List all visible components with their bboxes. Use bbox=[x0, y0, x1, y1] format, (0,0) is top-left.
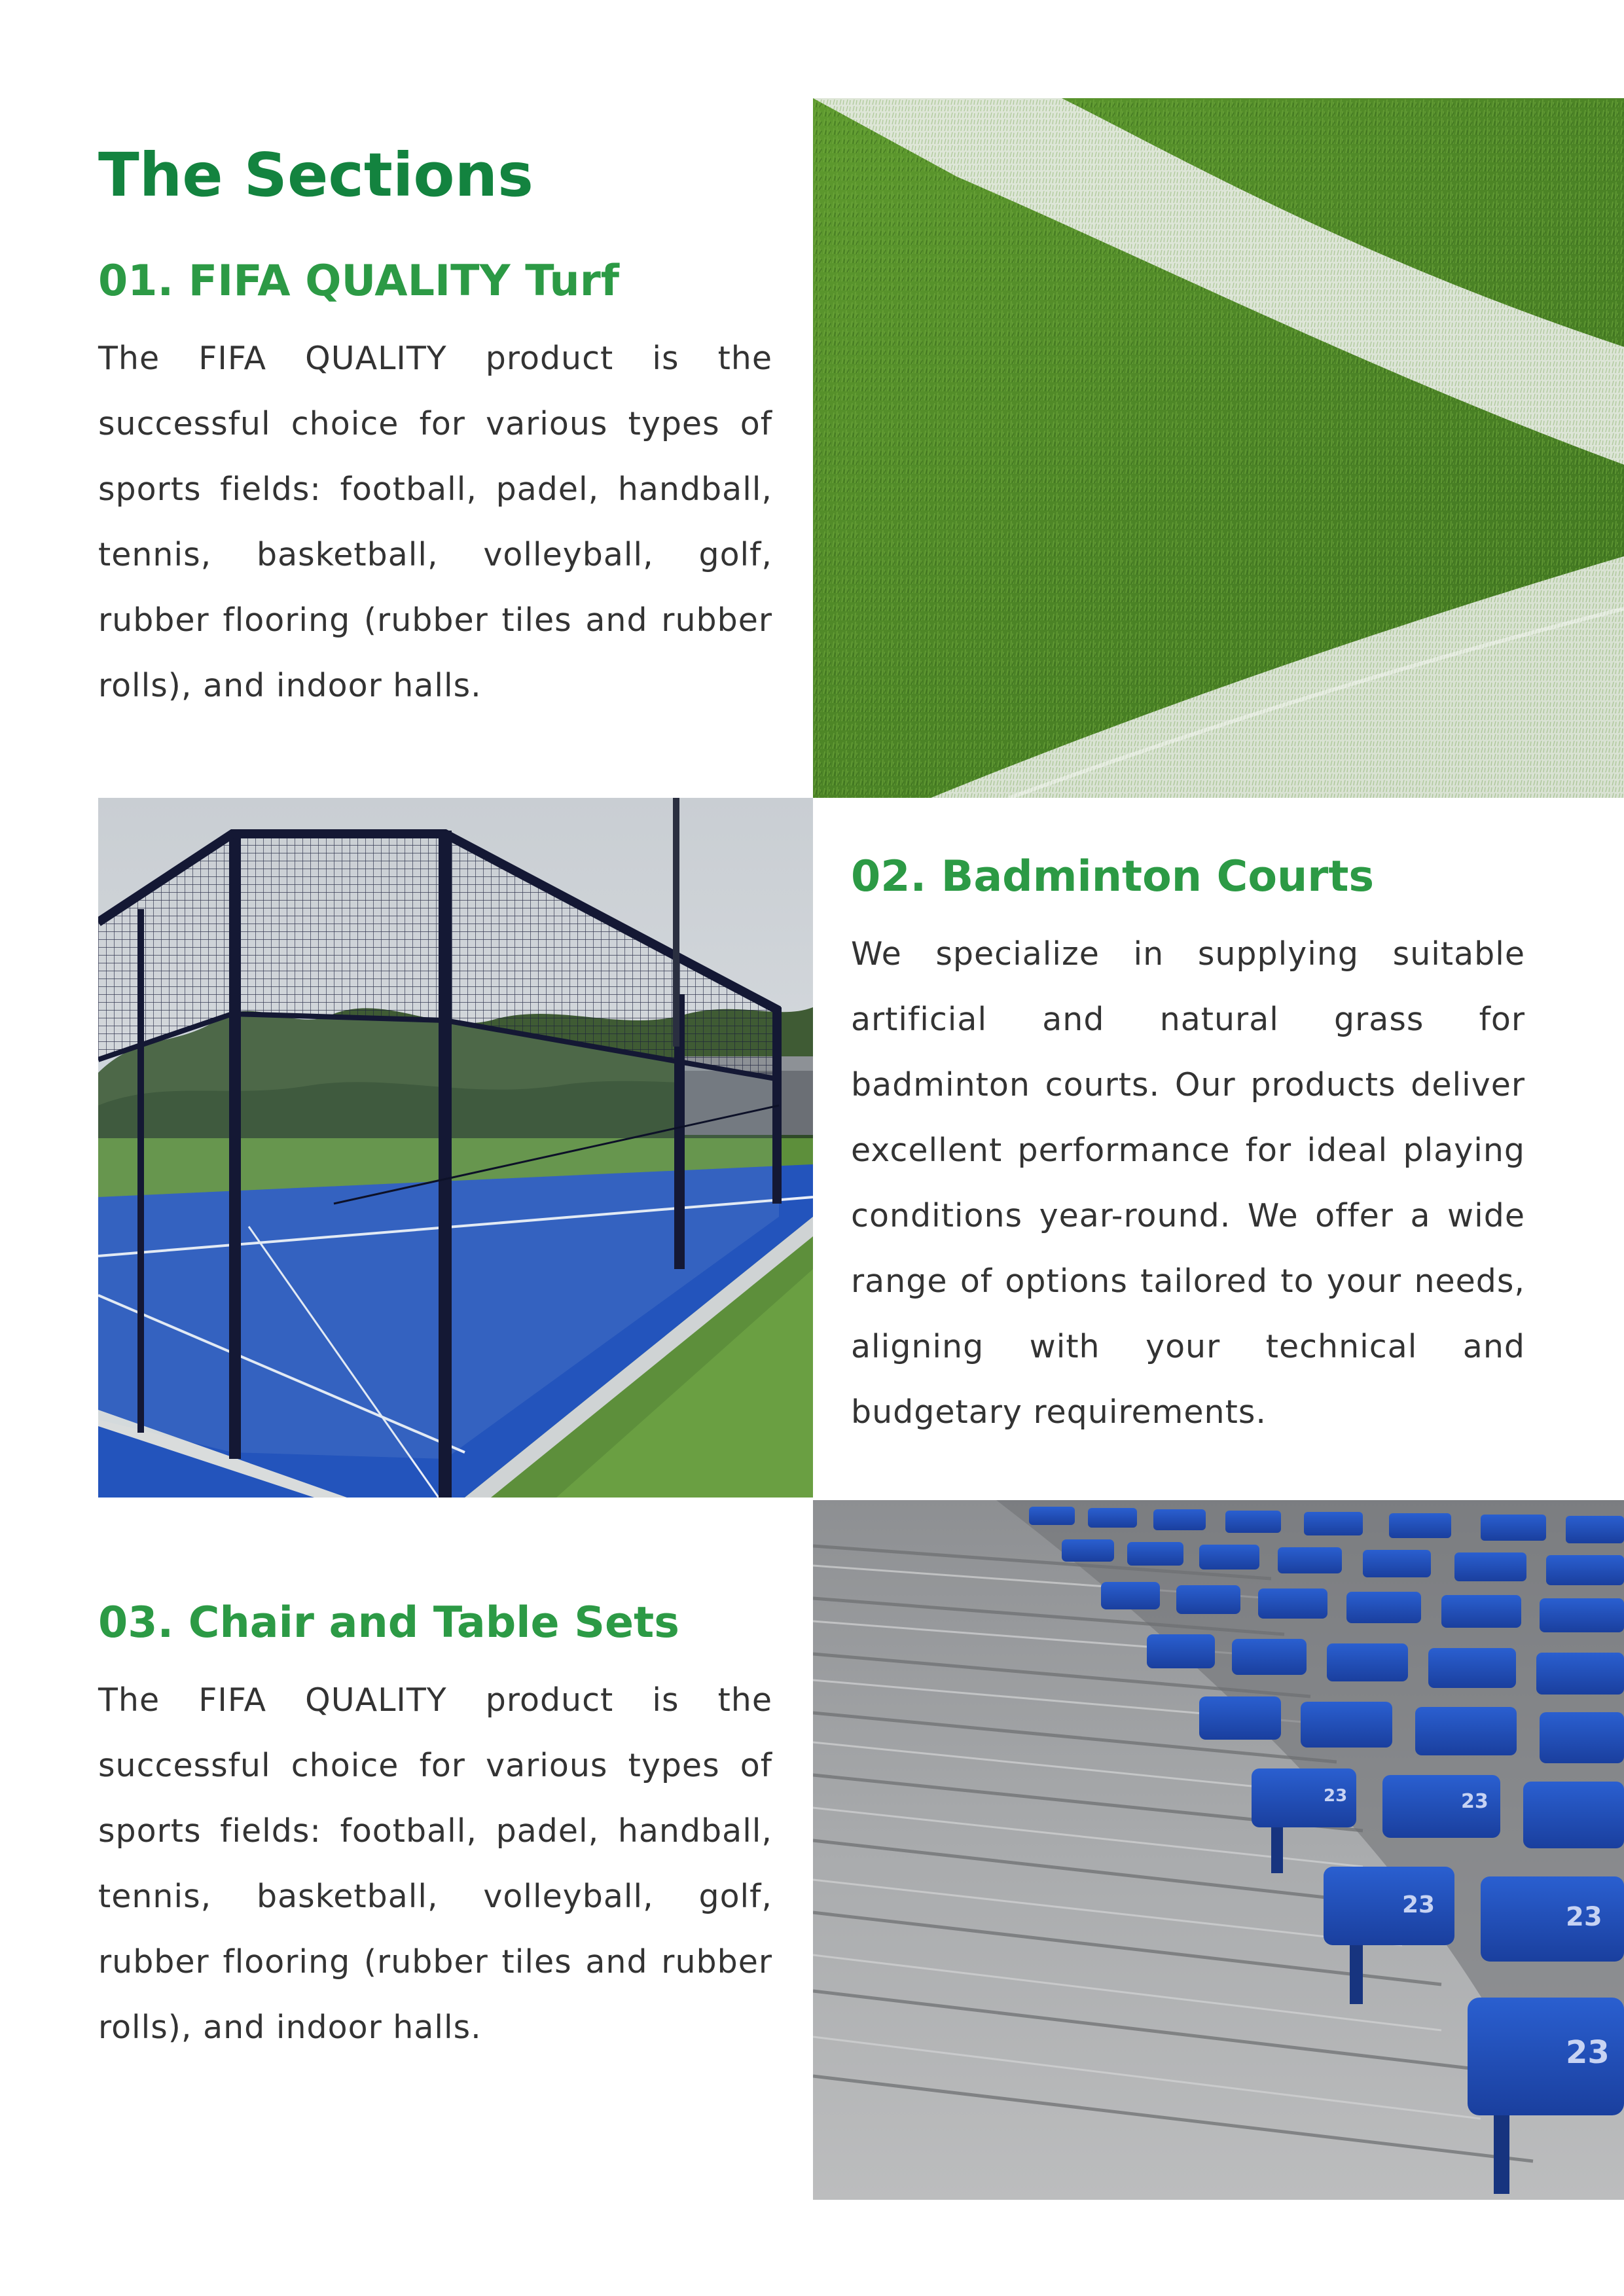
section-heading: 02. Badminton Courts bbox=[851, 852, 1375, 901]
section-heading: 01. FIFA QUALITY Turf bbox=[98, 257, 620, 306]
section-chair-table bbox=[98, 1590, 772, 2060]
section-body: We specialize in supplying suitable artificial and natural grass for badminton courts. Our products deliver excellent performance for ideal playing conditions year-round. We offer a wide range of options tailored to your needs, aligning with your technical and budgetary requirements. bbox=[851, 935, 1525, 1431]
turf-photo bbox=[813, 98, 1624, 798]
seat-number: 23 bbox=[1566, 2034, 1610, 2071]
seat-number: 23 bbox=[1402, 1892, 1435, 1918]
seat-number: 23 bbox=[1566, 1902, 1602, 1932]
section-body: The FIFA QUALITY product is the successful choice for various types of sports fields: football, padel, handball, tennis, basketball, volleyball, golf, rubber flooring (rubber tiles and rubber rolls), and indoor halls. bbox=[98, 340, 772, 704]
seat-number: 23 bbox=[1324, 1786, 1348, 1806]
section-badminton bbox=[851, 844, 1525, 1445]
section-heading: 03. Chair and Table Sets bbox=[98, 1598, 679, 1647]
section-body: The FIFA QUALITY product is the successful choice for various types of sports fields: football, padel, handball, tennis, basketball, volleyball, golf, rubber flooring (rubber tiles and rubber rolls), and indoor halls. bbox=[98, 1681, 772, 2046]
section-turf bbox=[98, 249, 772, 719]
seat-number: 23 bbox=[1461, 1790, 1489, 1813]
court-photo bbox=[98, 798, 813, 1498]
page-title: The Sections bbox=[98, 140, 533, 210]
stadium-seats-photo bbox=[813, 1500, 1624, 2200]
